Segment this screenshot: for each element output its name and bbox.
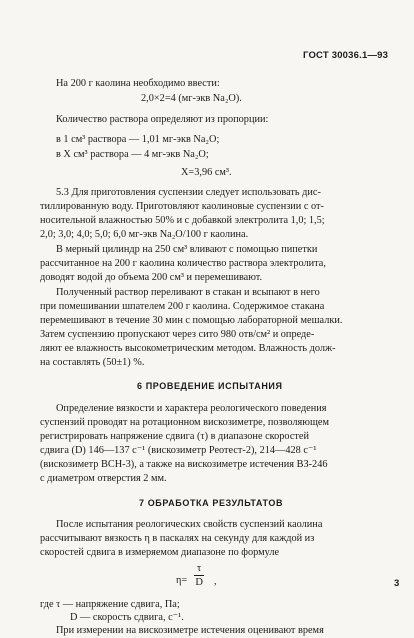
formula-lhs: η= bbox=[176, 575, 188, 586]
paragraph-line: при помешивании шпателем 200 г каолина. Содержимое стакана bbox=[40, 301, 325, 312]
section-7-line: скоростей сдвига в измеряемом диапазоне по формуле bbox=[40, 547, 280, 558]
formula-where-line: D — скорость сдвига, с⁻¹. bbox=[70, 612, 184, 623]
text-line: На 200 г каолина необходимо ввести: bbox=[56, 78, 220, 89]
section-6-line: (вискозиметр ВСН-3), а также на вискозиметре истечения ВЗ-246 bbox=[40, 459, 328, 470]
paragraph-line: перемешивают в течение 30 мин с помощью лабораторной мешалки. bbox=[40, 315, 343, 326]
formula-comma: , bbox=[214, 576, 217, 587]
formula-denominator: D bbox=[195, 577, 203, 588]
paragraph-line: В мерный цилиндр на 250 см³ вливают с помощью пипетки bbox=[56, 244, 318, 255]
paragraph-line: Полученный раствор переливают в стакан и всыпают в него bbox=[56, 287, 320, 298]
paragraph-line: доводят водой до объема 200 см³ и перемешивают. bbox=[40, 272, 263, 283]
standard-header: ГОСТ 30036.1—93 bbox=[303, 50, 389, 61]
proportion-line: в 1 см³ раствора — 1,01 мг-экв Na₂O; bbox=[56, 134, 220, 145]
paragraph-5-3-line: 5.3 Для приготовления суспензии следует использовать дис- bbox=[56, 187, 321, 198]
paragraph-line: Затем суспензию пропускают через сито 980 отв/см² и опреде- bbox=[40, 329, 315, 340]
page-number: 3 bbox=[394, 578, 400, 589]
formula-fraction bbox=[194, 563, 204, 589]
paragraph-line: ляют ее влажность высокометрическим методом. Влажность долж- bbox=[40, 343, 336, 354]
section-6-heading: 6 ПРОВЕДЕНИЕ ИСПЫТАНИЯ bbox=[137, 381, 283, 391]
paragraph-line: рассчитанное на 200 г каолина количество раствора электролита, bbox=[40, 258, 326, 269]
paragraph-5-3-line: 2,0; 3,0; 4,0; 5,0; 6,0 мг-экв Na₂O/100 г каолина. bbox=[40, 229, 249, 240]
section-6-line: сдвига (D) 146—137 с⁻¹ (вискозиметр Реотест-2), 214—428 с⁻¹ bbox=[40, 445, 317, 456]
section-7-heading: 7 ОБРАБОТКА РЕЗУЛЬТАТОВ bbox=[139, 498, 284, 508]
proportion-line: в X см³ раствора — 4 мг-экв Na₂O; bbox=[56, 149, 209, 160]
section-6-line: Определение вязкости и характера реологического поведения bbox=[56, 403, 327, 414]
formula-where-line: где τ — напряжение сдвига, Па; bbox=[40, 599, 180, 610]
section-6-line: с диаметром отверстия 2 мм. bbox=[40, 473, 167, 484]
section-6-line: суспензий проводят на ротационном вискозиметре, позволяющем bbox=[40, 417, 329, 428]
paragraph-5-3-line: носительной влажностью 50% и с добавкой электролита 1,0; 1,5; bbox=[40, 215, 325, 226]
paragraph-5-3-line: тиллированную воду. Приготовляют каолиновые суспензии с от- bbox=[40, 201, 324, 212]
section-7-line: После испытания реологических свойств суспензий каолина bbox=[56, 519, 323, 530]
closing-line: При измерении на вискозиметре истечения оценивают время bbox=[56, 625, 324, 636]
formula-numerator: τ bbox=[194, 563, 204, 576]
result-line: X=3,96 см³. bbox=[181, 167, 232, 178]
paragraph-line: на составлять (50±1) %. bbox=[40, 357, 145, 368]
calc-line: 2,0×2=4 (мг-экв Na₂O). bbox=[141, 93, 242, 104]
text-line: Количество раствора определяют из пропорции: bbox=[56, 114, 269, 125]
section-6-line: регистрировать напряжение сдвига (τ) в диапазоне скоростей bbox=[40, 431, 309, 442]
section-7-line: рассчитывают вязкость η в паскалях на секунду для каждой из bbox=[40, 533, 315, 544]
